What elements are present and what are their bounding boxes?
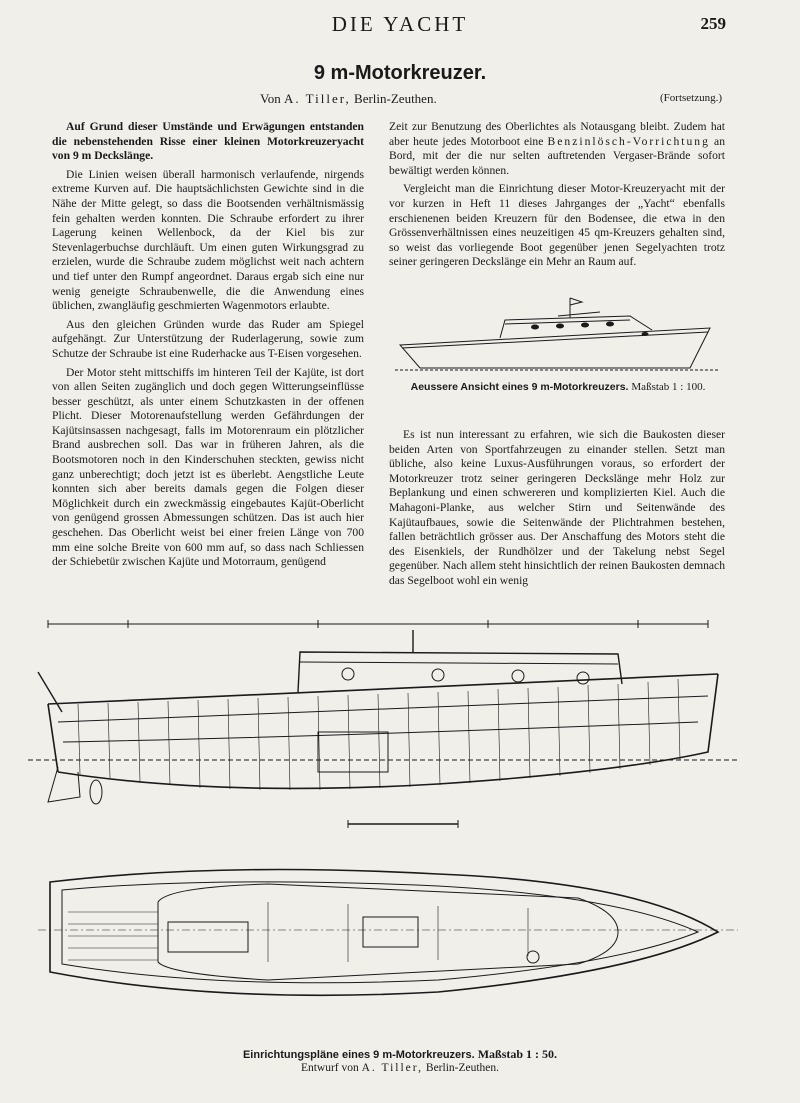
- article-title: 9 m-Motorkreuzer.: [313, 62, 487, 84]
- running-title: DIE YACHT: [331, 12, 469, 36]
- interior-plans-drawing: [18, 612, 748, 1042]
- design-credit: [0, 1062, 800, 1074]
- credit-place: Berlin-Zeuthen.: [425, 1062, 500, 1074]
- credit-prefix: Entwurf von: [300, 1062, 359, 1074]
- body-paragraph: Es ist nun interessant zu erfahren, wie sich die Baukosten dieser beiden Arten von Sportfahrzeugen zu einander stellen. Setzt man übliche, also keine Luxus-Ausführungen voraus, so erfordert der Motorkreuzer trotz seiner geringeren Deckslänge mehr Holz zur Beplankung und einen schwereren und komplizierten Kiel. Auch die Mahagoni-Planke, aus welcher Stirn und Seitenwände des Kajütaufbaues, sowie die Seitenwände der Plichtrahmen bestehen, fallen beträchtlich grösser aus. Der Anschaffung des Motors steht die des Eisenkiels, der Rundhölzer und der Takelung nebst Segel gegenüber. Nach allem steht hinsichtlich der reinen Baukosten demnach das Segelboot wohl ein wenig: [389, 428, 725, 587]
- continued-note: (Fortsetzung.): [660, 92, 723, 104]
- body-paragraph: [389, 120, 725, 178]
- page-number: 259: [700, 14, 726, 33]
- caption-text: Einrichtungspläne eines 9 m-Motorkreuzers.: [242, 1049, 475, 1061]
- byline: [260, 91, 437, 107]
- body-paragraph: Vergleicht man die Einrichtung dieser Motor-Kreuzeryacht mit der vor kurzen in Heft 11 dieses Jahrganges der „Yacht“ ebenfalls erschienenen beiden Kreuzern für den Bodensee, die etwa in den Grössenverhältnissen eines neuzeitigen 45 qm-Kreuzers gehalten sind, so weist das vorliegende Boot gegenüber jenen Segelyachten trotz seiner geringeren Deckslänge ein Mehr an Raum auf.: [389, 182, 725, 269]
- lead-paragraph: Auf Grund dieser Umstände und Erwägungen entstanden die nebenstehenden Risse einer kleinen Motorkreuzeryacht von 9 m Deckslänge.: [52, 120, 364, 163]
- body-paragraph: Die Linien weisen überall harmonisch verlaufende, nirgends extreme Kurven auf. Die hauptsächlichsten Gewichte sind in die Nähe der Mitte gelegt, so dass die Bootsenden verhältnismässig fein gehalten werden konnten. Die Schraube erfordert zu ihrer Lagerung keinen Wellenbock, da der Kiel bis zur Stevenlagerbuchse durchläuft. Um einen guten Wirkungsgrad zu erzielen, wurde die Schraube zudem möglichst weit nach achtern und tief unter den Rumpf angeordnet. Daraus ergab sich eine nur wenig geneigte Schraubenwelle, die die Anwendung eines üblichen, zwangläufig geschmierten Wagenmotors erlaubte.: [52, 167, 364, 313]
- body-paragraph: Aus den gleichen Gründen wurde das Ruder am Spiegel aufgehängt. Zur Unterstützung der Ruderlagerung, sowie zum Schutze der Schraube ist eine Ruderhacke aus T-Eisen vorgesehen.: [52, 317, 364, 360]
- caption-scale: Maßstab 1 : 50.: [477, 1047, 558, 1061]
- right-column-top: [389, 120, 725, 274]
- body-paragraph: Der Motor steht mittschiffs im hinteren Teil der Kajüte, ist dort von allen Seiten zugänglich und doch gegen Witterungseinflüsse besser geschützt, als unter einem Schutzkasten in der offenen Plicht. Dieser Motorenaufstellung werden Gefährdungen der Kajütsinsassen nachgesagt, falls im Motorenraum ein plötzlicher Brand ausbrechen soll. Das war in früheren Jahren, als die Bootsmotoren noch in den Kinderschuhen steckten, gewiss nicht ganz unberechtigt; doch jetzt ist es überlebt. Aengstliche Leute konnten sich aber bereits damals gegen die Folgen dieser Möglichkeit durch ein zweckmässig eingebautes Kajüt-Oberlicht von genügend grossen Abmessungen schützen. Das ist auch hier geschehen. Das Oberlicht weist bei einer freien Länge von 700 mm eine solche Breite von 600 mm auf, so dass nach Schliessen der Schiebetür zwischen Kajüte und Motorraum, genügend: [52, 365, 364, 569]
- caption-scale: Maßstab 1 : 100.: [631, 381, 706, 393]
- author-location: Berlin-Zeuthen.: [354, 91, 437, 106]
- credit-name: A. Tiller,: [361, 1062, 424, 1074]
- text-run: Zeit zur Benutzung des Oberlichtes als Notausgang bleibt. Zudem hat aber heute jedes Motorboot eine: [389, 120, 725, 148]
- exterior-view-caption: [390, 381, 726, 393]
- author-name: A. Tiller,: [283, 91, 351, 106]
- exterior-view-drawing: [390, 290, 726, 380]
- left-column: [52, 120, 364, 574]
- caption-text: Aeussere Ansicht eines 9 m-Motorkreuzers.: [410, 381, 629, 393]
- text-run: an Bord, mit der die nur selten auftretenden Vergaser-Brände sofort bewältigt werden können.: [389, 134, 725, 177]
- byline-prefix: Von: [260, 91, 281, 106]
- emphasized-term: Benzinlösch-Vorrichtung: [547, 134, 710, 148]
- right-column-bottom: [389, 428, 725, 593]
- interior-plans-caption: [0, 1047, 800, 1062]
